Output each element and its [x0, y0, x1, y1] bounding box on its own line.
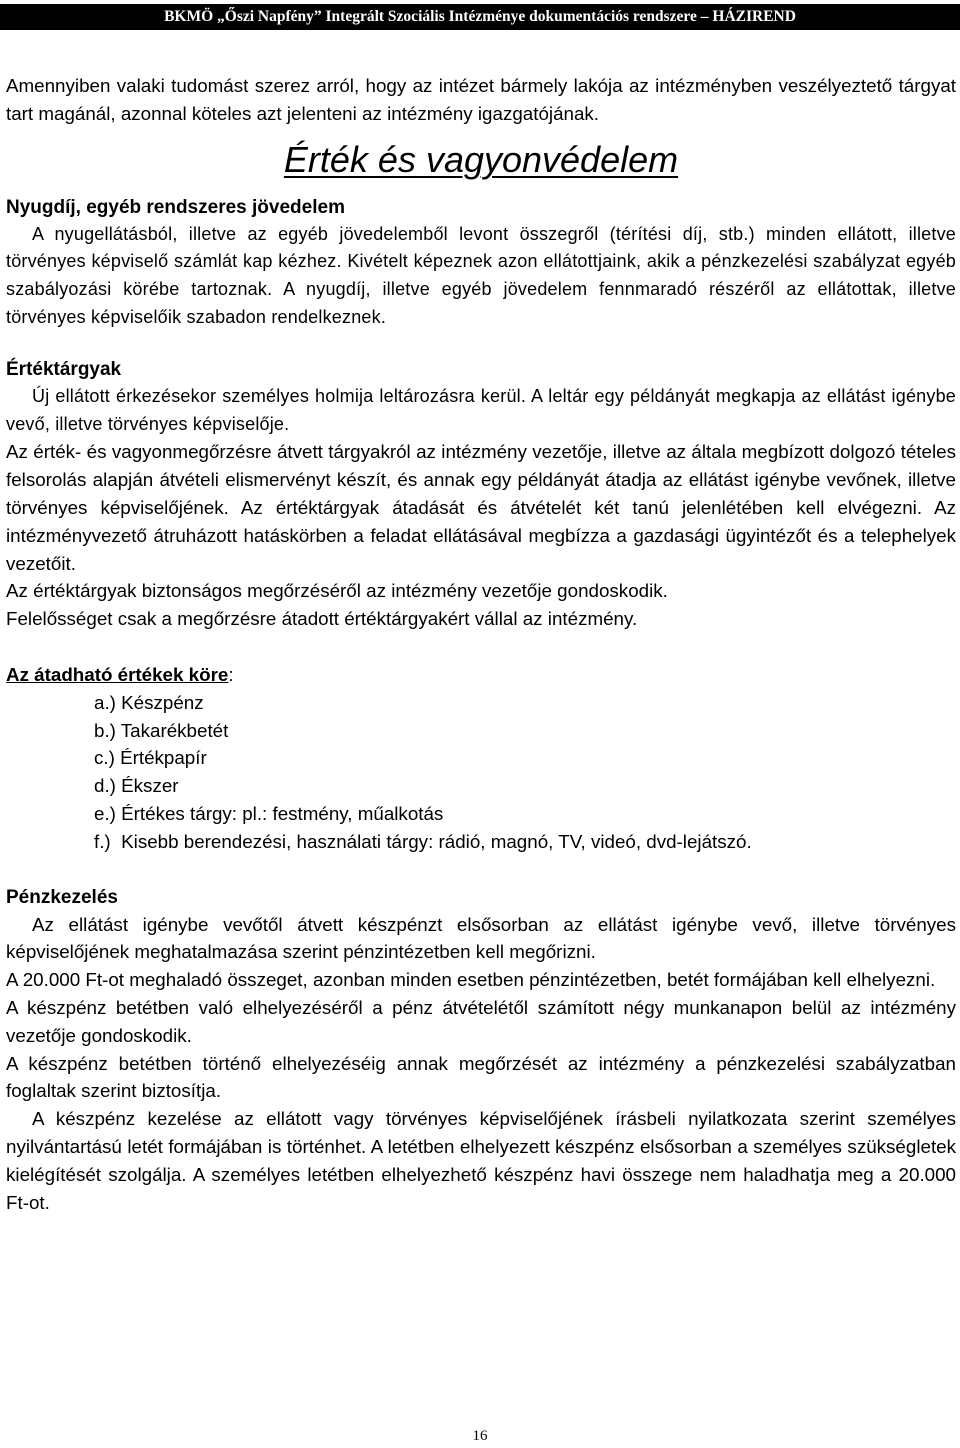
money-section: [6, 884, 956, 1217]
valuables-section: [6, 356, 956, 633]
money-paragraph-4: A készpénz betétben történő elhelyezéséig annak megőrzését az intézmény a pénzkezelési szabályzatban foglaltak szerint biztosítja.: [6, 1052, 956, 1102]
pension-paragraph: A nyugellátásból, illetve az egyéb jövedelemből levont összegről (térítési díj, stb.) minden ellátott, illetve törvényes képviselő számlát kap kézhez. Kivételt képeznek azon ellátottjaink, akik a pénzkezelési szabályzat egyéb szabályozási körébe tartoznak. A nyugdíj, illetve egyéb jövedelem fennmaradó részéről az ellátottak, illetve törvényes képviselőik szabadon rendelkeznek.: [6, 223, 956, 327]
document-header: BKMÖ „Őszi Napfény” Integrált Szociális Intézménye dokumentációs rendszere – HÁZIREND: [0, 4, 960, 30]
money-paragraph-5: A készpénz kezelése az ellátott vagy törvényes képviselőjének írásbeli nyilatkozata szerint személyes nyilvántartású letét formájában is történhet. A letétben elhelyezett készpénz elsősorban a személyes szükségletek kielégítését szolgálja. A személyes letétben elhelyezhető készpénz havi összege nem haladhatja meg a 20.000 Ft-ot.: [6, 1108, 956, 1213]
transferable-colon: :: [228, 663, 234, 685]
intro-paragraph: Amennyiben valaki tudomást szerez arról, hogy az intézet bármely lakója az intézményben veszélyeztető tárgyat tart magánál, azonnal köteles azt jelenteni az intézmény igazgatójának.: [6, 75, 956, 124]
transferable-list: [6, 689, 956, 856]
pension-section: [6, 194, 956, 332]
list-item: f.) Kisebb berendezési, használati tárgy: rádió, magnó, TV, videó, dvd-lejátszó.: [94, 830, 752, 852]
page-body: [6, 72, 956, 1216]
valuables-paragraph-2: Az érték- és vagyonmegőrzésre átvett tárgyakról az intézmény vezetője, illetve az általa megbízott dolgozó tételes felsorolás alapján átvételi elismervényt készít, és annak egy példányát átadja az ellátást igénybe vevőnek, illetve törvényes képviselőjének. Az értéktárgyak átadását és átvételét két tanú jelenlétében kell elvégezni. Az intézményvezető átruházott hatáskörben a feladat ellátásával megbízza a gazdasági ügyintézőt és a telephelyek vezetőit.: [6, 441, 956, 574]
list-item: c.) Értékpapír: [94, 747, 207, 769]
money-paragraph-1: Az ellátást igénybe vevőtől átvett készpénzt elsősorban az ellátást igénybe vevő, illetve törvényes képviselőjének meghatalmazása szerint pénzintézetben kell megőrizni.: [6, 913, 956, 963]
page-number: 16: [472, 1428, 488, 1444]
valuables-paragraph-4: Felelősséget csak a megőrzésre átadott értéktárgyakért vállal az intézmény.: [6, 608, 638, 630]
money-heading: Pénzkezelés: [6, 886, 118, 908]
transferable-heading: Az átadható értékek köre: [6, 663, 229, 685]
list-item: d.) Ékszer: [94, 775, 179, 797]
money-paragraph-2: A 20.000 Ft-ot meghaladó összeget, azonban minden esetben pénzintézetben, betét formájában kell elhelyezni.: [6, 969, 936, 991]
valuables-paragraph-3: Az értéktárgyak biztonságos megőrzéséről az intézmény vezetője gondoskodik.: [6, 580, 668, 602]
pension-heading: Nyugdíj, egyéb rendszeres jövedelem: [6, 196, 345, 218]
section-title: Érték és vagyonvédelem: [283, 138, 679, 180]
list-item: a.) Készpénz: [94, 691, 204, 713]
valuables-paragraph-1: Új ellátott érkezésekor személyes holmija leltározásra kerül. A leltár egy példányát megkapja az ellátást igénybe vevő, illetve törvényes képviselője.: [6, 385, 956, 434]
transferable-heading-line: [6, 661, 956, 689]
list-item: e.) Értékes tárgy: pl.: festmény, műalkotás: [94, 802, 444, 824]
valuables-heading: Értéktárgyak: [6, 358, 122, 380]
list-item: b.) Takarékbetét: [94, 719, 229, 741]
money-paragraph-3: A készpénz betétben való elhelyezéséről a pénz átvételétől számított négy munkanapon belül az intézmény vezetője gondoskodik.: [6, 996, 956, 1046]
transferable-section: [6, 661, 956, 856]
